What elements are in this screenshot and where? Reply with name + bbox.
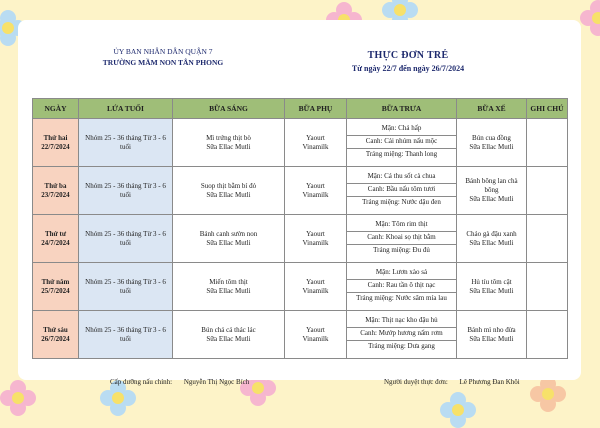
age-group-cell: Nhóm 25 - 36 tháng Từ 3 - 6 tuổi [79, 263, 173, 311]
cell-line: Mì trứng thịt bò [206, 133, 251, 142]
note-cell [527, 119, 568, 167]
flower-decoration [580, 0, 600, 36]
afternoon-cell [457, 167, 527, 215]
lunch-line: Tráng miệng: Nước sâm mía lau [356, 294, 447, 302]
lunch-line: Canh: Mướp hương nấm rơm [347, 328, 456, 341]
cell-line: Sữa Ellac Mutli [469, 195, 514, 203]
cell-line: Yaourt [306, 229, 325, 238]
lunch-line: Tráng miệng: Thanh long [365, 150, 438, 158]
school-name: TRƯỜNG MẦM NON TÂN PHONG [102, 58, 224, 67]
cell-line: Bánh mì nho đừa [467, 325, 516, 334]
breakfast-cell [173, 215, 285, 263]
cell-line: Vinamilk [302, 334, 329, 343]
table-row [33, 167, 568, 215]
date-range: Từ ngày 22/7 đến ngày 26/7/2024 [351, 64, 465, 73]
day-cell [33, 263, 79, 311]
menu-header [308, 50, 508, 73]
day-cell [33, 119, 79, 167]
afternoon-cell [457, 263, 527, 311]
cell-line: Sữa Ellac Mutli [469, 142, 514, 151]
table-header-row [33, 99, 568, 119]
cell-line: Bún cua đồng [472, 133, 511, 142]
approver-signature [384, 378, 520, 386]
cell-line: Vinamilk [302, 190, 329, 199]
column-header: GHI CHÚ [527, 99, 568, 119]
day-date: 22/7/2024 [41, 142, 70, 151]
menu-table [32, 98, 568, 359]
cell-line: Cháo gà đậu xanh [466, 229, 517, 238]
day-name: Thứ năm [41, 277, 70, 286]
breakfast-cell [173, 263, 285, 311]
cook-signature [110, 378, 249, 386]
cell-line: Yaourt [306, 325, 325, 334]
approver-name: Lê Phương Đan Khôi [459, 378, 520, 386]
column-header: BỮA TRƯA [347, 99, 457, 119]
note-cell [527, 167, 568, 215]
cell-line: Sữa Ellac Mutli [469, 286, 514, 295]
lunch-line: Canh: Khoai sọ thịt bằm [347, 232, 456, 245]
cell-line: Hủ tíu tôm cật [471, 277, 512, 286]
breakfast-cell [173, 311, 285, 359]
committee-name: ỦY BAN NHÂN DÂN QUẬN 7 [113, 47, 213, 56]
flower-decoration [440, 392, 476, 428]
cell-line: Bún chả cá thác lác [201, 325, 256, 334]
lunch-line: Mặn: Cá thu sốt cà chua [347, 171, 456, 184]
cell-line: Sữa Ellac Mutli [469, 238, 514, 247]
day-cell [33, 167, 79, 215]
lunch-cell [347, 311, 457, 359]
lunch-line: Mặn: Tôm rim thịt [347, 219, 456, 232]
column-header: BỮA SÁNG [173, 99, 285, 119]
day-name: Thứ hai [43, 133, 68, 142]
note-cell [527, 263, 568, 311]
age-group-cell: Nhóm 25 - 36 tháng Từ 3 - 6 tuổi [79, 119, 173, 167]
lunch-cell [347, 167, 457, 215]
cell-line: Miến tôm thịt [209, 277, 248, 286]
day-name: Thứ ba [44, 181, 67, 190]
age-group-cell: Nhóm 25 - 36 tháng Từ 3 - 6 tuổi [79, 215, 173, 263]
lunch-line: Mặn: Thịt nạc kho đậu hủ [347, 315, 456, 328]
lunch-cell [347, 215, 457, 263]
approver-label: Người duyệt thực đơn: [384, 378, 448, 386]
afternoon-cell [457, 215, 527, 263]
table-row [33, 119, 568, 167]
cell-line: Sữa Ellac Mutli [206, 142, 251, 151]
cell-line: Sữa Ellac Mutli [206, 238, 251, 247]
cell-line: Bánh canh sườn non [199, 229, 258, 238]
cell-line: Vinamilk [302, 238, 329, 247]
lunch-line: Mặn: Chả hấp [347, 123, 456, 136]
snack-cell [285, 311, 347, 359]
school-header [88, 46, 238, 68]
flower-decoration [0, 380, 36, 416]
day-cell [33, 311, 79, 359]
day-name: Thứ sáu [43, 325, 68, 334]
lunch-line: Canh: Cải nhúm nấu mộc [347, 136, 456, 149]
lunch-line: Tráng miệng: Đu đủ [373, 246, 430, 254]
cell-line: Vinamilk [302, 286, 329, 295]
afternoon-cell [457, 311, 527, 359]
lunch-cell [347, 263, 457, 311]
breakfast-cell [173, 167, 285, 215]
day-cell [33, 215, 79, 263]
age-group-cell: Nhóm 25 - 36 tháng Từ 3 - 6 tuổi [79, 167, 173, 215]
snack-cell [285, 263, 347, 311]
cell-line: Yaourt [306, 133, 325, 142]
menu-sheet [18, 20, 581, 386]
lunch-cell [347, 119, 457, 167]
snack-cell [285, 119, 347, 167]
day-name: Thứ tư [44, 229, 67, 238]
day-date: 25/7/2024 [41, 286, 70, 295]
cook-label: Cấp dưỡng nấu chính: [110, 378, 173, 386]
cell-line: Sữa Ellac Mutli [206, 334, 251, 343]
day-date: 24/7/2024 [41, 238, 70, 247]
table-row [33, 215, 568, 263]
cook-name: Nguyễn Thị Ngọc Bích [183, 378, 250, 386]
flower-decoration [530, 376, 566, 412]
age-group-cell: Nhóm 25 - 36 tháng Từ 3 - 6 tuổi [79, 311, 173, 359]
menu-title: THỰC ĐƠN TRẺ [367, 50, 449, 61]
column-header: NGÀY [33, 99, 79, 119]
table-row [33, 311, 568, 359]
cell-line: Yaourt [306, 181, 325, 190]
cell-line: Yaourt [306, 277, 325, 286]
lunch-line: Tráng miệng: Dưa gang [368, 342, 435, 350]
lunch-line: Canh: Bầu nấu tôm tươi [347, 184, 456, 197]
note-cell [527, 215, 568, 263]
afternoon-cell [457, 119, 527, 167]
column-header: BỮA PHỤ [285, 99, 347, 119]
snack-cell [285, 215, 347, 263]
cell-line: Bánh bông lan chà bông [465, 177, 518, 194]
table-row [33, 263, 568, 311]
note-cell [527, 311, 568, 359]
cell-line: Sữa Ellac Mutli [469, 334, 514, 343]
day-date: 23/7/2024 [41, 190, 70, 199]
cell-line: Vinamilk [302, 142, 329, 151]
cell-line: Sữa Ellac Mutli [206, 286, 251, 295]
column-header: BỮA XẾ [457, 99, 527, 119]
lunch-line: Canh: Rau tần ô thịt nạc [347, 280, 456, 293]
cell-line: Suop thịt bằm bí đỏ [200, 181, 257, 190]
day-date: 26/7/2024 [41, 334, 70, 343]
lunch-line: Mặn: Lươn xào sả [347, 267, 456, 280]
cell-line: Sữa Ellac Mutli [206, 190, 251, 199]
column-header: LỨA TUỔI [79, 99, 173, 119]
lunch-line: Tráng miệng: Nước dậu đen [362, 198, 441, 206]
snack-cell [285, 167, 347, 215]
breakfast-cell [173, 119, 285, 167]
